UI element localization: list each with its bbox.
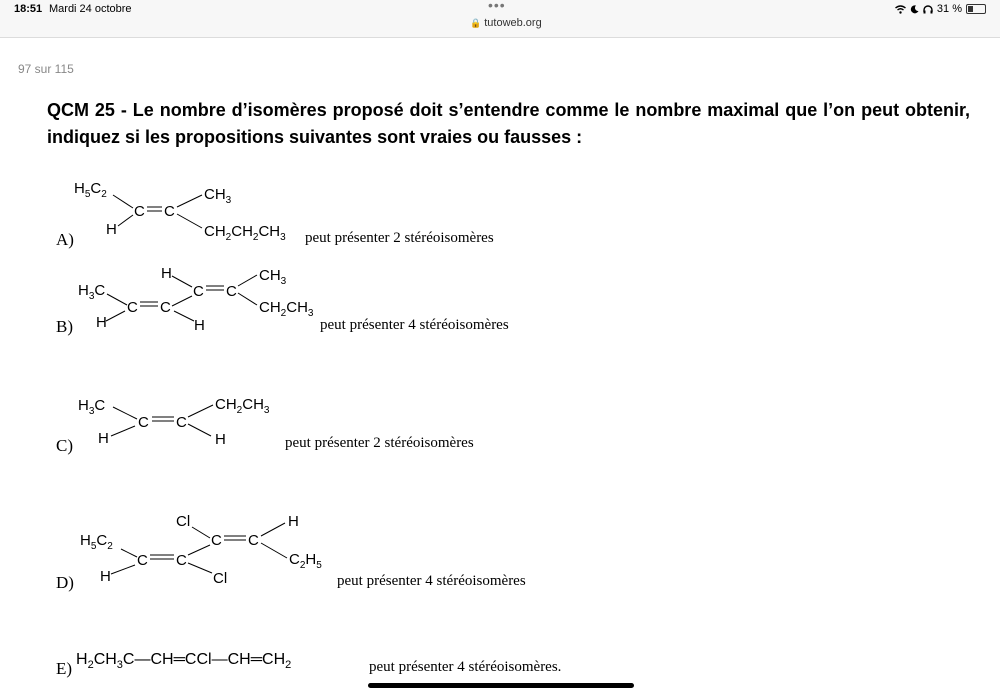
question-text: QCM 25 - Le nombre d’isomères proposé doit s’entendre comme le nombre maximal que l’on peut obtenir, indiquez si les propositions suivantes sont vraies ou fausses : [47, 100, 970, 147]
struct-b-tl: $H_3C$ [78, 282, 106, 302]
more-dots-icon[interactable]: ••• [488, 0, 506, 13]
home-indicator[interactable] [368, 683, 634, 688]
struct-b-bl: H [96, 314, 107, 331]
struct-d-bl: H [100, 568, 111, 585]
desc-d: peut présenter 4 stéréoisomères [337, 573, 526, 589]
struct-a-bl: H [106, 221, 117, 238]
label-a: A) [56, 230, 74, 249]
struct-c-tr: $CH_2CH_3$ [215, 396, 270, 416]
struct-d-bm: Cl [213, 570, 228, 587]
url-text: tutoweb.org [484, 17, 542, 29]
struct-b-bm: H [194, 317, 205, 334]
struct-a-c2: C [164, 203, 175, 220]
desc-e: peut présenter 4 stéréoisomères. [369, 659, 562, 675]
label-b: B) [56, 317, 73, 336]
structure-e [76, 651, 291, 671]
struct-b-c3: C [193, 283, 204, 300]
struct-d-c1: C [137, 552, 148, 569]
struct-e-formula: $H_2CH_3C—CH═CCl—CH═CH_2$ [76, 651, 292, 671]
struct-c-c2: C [176, 414, 187, 431]
page-counter: 97 sur 115 [18, 62, 74, 76]
struct-d-tr: H [288, 513, 299, 530]
struct-d-tm: Cl [176, 513, 191, 530]
struct-d-c3: C [211, 532, 222, 549]
struct-a-tl: $H_5C_2$ [74, 180, 107, 200]
struct-a-c1: C [134, 203, 145, 220]
struct-b-tr: $CH_3$ [259, 267, 287, 287]
struct-c-tl: $H_3C$ [78, 397, 106, 417]
struct-c-c1: C [138, 414, 149, 431]
struct-b-br: $CH_2CH_3$ [259, 299, 314, 319]
desc-c: peut présenter 2 stéréoisomères [285, 435, 474, 451]
desc-b: peut présenter 4 stéréoisomères [320, 317, 509, 333]
struct-b-c1: C [127, 299, 138, 316]
struct-d-c2: C [176, 552, 187, 569]
status-date: Mardi 24 octobre [49, 3, 132, 15]
struct-a-tr: $CH_3$ [204, 186, 232, 206]
struct-c-bl: H [98, 430, 109, 447]
structure-c [78, 396, 270, 448]
struct-d-br: $C_2H_5$ [289, 551, 322, 571]
battery-percent: 31 % [936, 3, 962, 15]
lock-icon: 🔒 [470, 18, 482, 28]
struct-b-c4: C [226, 283, 237, 300]
status-time: 18:51 [14, 3, 43, 15]
desc-a: peut présenter 2 stéréoisomères [305, 230, 494, 246]
structure-b [78, 265, 314, 334]
struct-b-c2: C [160, 299, 171, 316]
structure-a [74, 180, 286, 243]
struct-d-tl: $H_5C_2$ [80, 532, 113, 552]
label-d: D) [56, 573, 74, 592]
struct-a-br: $CH_2CH_2CH_3$ [204, 223, 286, 243]
struct-d-c4: C [248, 532, 259, 549]
struct-b-tm: H [161, 265, 172, 282]
label-e: E) [56, 659, 73, 678]
label-c: C) [56, 436, 73, 455]
structure-d [80, 513, 322, 587]
struct-c-br: H [215, 431, 226, 448]
